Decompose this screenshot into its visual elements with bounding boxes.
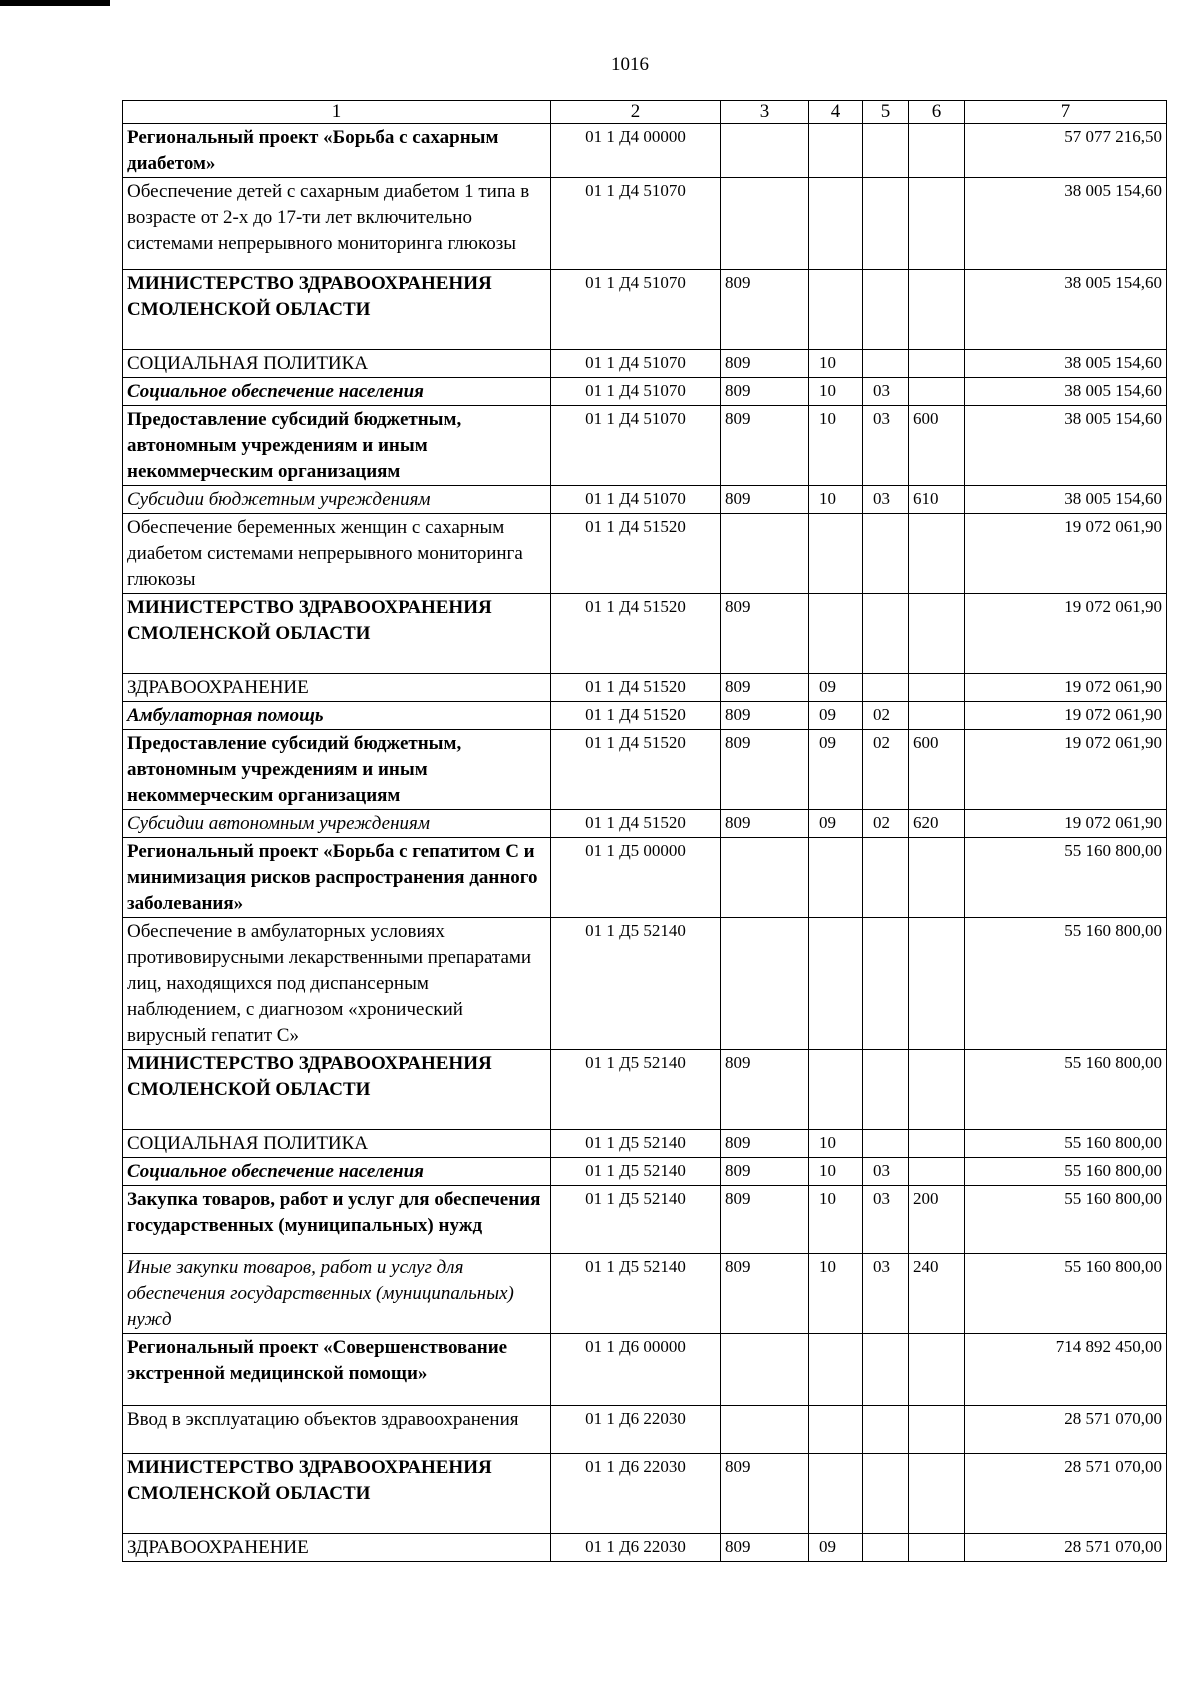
row-col-3: 809 bbox=[721, 406, 809, 486]
row-col-5 bbox=[863, 594, 909, 674]
row-col-3: 809 bbox=[721, 350, 809, 378]
row-amount: 19 072 061,90 bbox=[965, 674, 1167, 702]
row-col-6: 610 bbox=[909, 486, 965, 514]
row-name: Предоставление субсидий бюджетным, автономным учреждениям и иным некоммерческим организациям bbox=[123, 406, 551, 486]
row-code: 01 1 Д5 52140 bbox=[551, 918, 721, 1050]
row-amount: 55 160 800,00 bbox=[965, 1130, 1167, 1158]
row-col-3: 809 bbox=[721, 1454, 809, 1534]
row-col-5: 02 bbox=[863, 702, 909, 730]
table-row bbox=[123, 1334, 1167, 1406]
row-amount: 55 160 800,00 bbox=[965, 1158, 1167, 1186]
row-amount: 55 160 800,00 bbox=[965, 838, 1167, 918]
row-col-3 bbox=[721, 1334, 809, 1406]
row-col-5: 03 bbox=[863, 406, 909, 486]
row-amount: 38 005 154,60 bbox=[965, 406, 1167, 486]
row-code: 01 1 Д5 52140 bbox=[551, 1186, 721, 1254]
row-name: Предоставление субсидий бюджетным, автономным учреждениям и иным некоммерческим организациям bbox=[123, 730, 551, 810]
row-code: 01 1 Д5 52140 bbox=[551, 1158, 721, 1186]
table-row bbox=[123, 124, 1167, 178]
row-name: МИНИСТЕРСТВО ЗДРАВООХРАНЕНИЯ СМОЛЕНСКОЙ ОБЛАСТИ bbox=[123, 594, 551, 674]
row-amount: 38 005 154,60 bbox=[965, 270, 1167, 350]
row-code: 01 1 Д4 51520 bbox=[551, 514, 721, 594]
row-amount: 28 571 070,00 bbox=[965, 1406, 1167, 1454]
row-amount: 55 160 800,00 bbox=[965, 1254, 1167, 1334]
row-col-5 bbox=[863, 350, 909, 378]
column-header-5: 5 bbox=[863, 101, 909, 124]
row-name: Ввод в эксплуатацию объектов здравоохранения bbox=[123, 1406, 551, 1454]
row-code: 01 1 Д4 51520 bbox=[551, 702, 721, 730]
table-row bbox=[123, 1158, 1167, 1186]
row-code: 01 1 Д4 51520 bbox=[551, 674, 721, 702]
row-col-4 bbox=[809, 124, 863, 178]
scan-edge-mark bbox=[0, 0, 110, 6]
row-col-4: 10 bbox=[809, 378, 863, 406]
row-name: ЗДРАВООХРАНЕНИЕ bbox=[123, 674, 551, 702]
row-col-3: 809 bbox=[721, 1158, 809, 1186]
row-col-4: 09 bbox=[809, 810, 863, 838]
row-amount: 38 005 154,60 bbox=[965, 378, 1167, 406]
row-amount: 19 072 061,90 bbox=[965, 594, 1167, 674]
row-name: СОЦИАЛЬНАЯ ПОЛИТИКА bbox=[123, 350, 551, 378]
row-col-4: 10 bbox=[809, 1158, 863, 1186]
row-code: 01 1 Д6 22030 bbox=[551, 1534, 721, 1562]
row-name: Региональный проект «Совершенствование экстренной медицинской помощи» bbox=[123, 1334, 551, 1406]
row-col-4: 09 bbox=[809, 674, 863, 702]
row-col-5: 03 bbox=[863, 1186, 909, 1254]
row-col-5 bbox=[863, 270, 909, 350]
row-col-6 bbox=[909, 1050, 965, 1130]
row-name: Обеспечение беременных женщин с сахарным диабетом системами непрерывного мониторинга глюкозы bbox=[123, 514, 551, 594]
row-col-5: 03 bbox=[863, 486, 909, 514]
row-col-6 bbox=[909, 1454, 965, 1534]
row-col-5 bbox=[863, 918, 909, 1050]
row-col-5 bbox=[863, 1406, 909, 1454]
row-col-5 bbox=[863, 674, 909, 702]
row-col-6 bbox=[909, 350, 965, 378]
row-col-5 bbox=[863, 1050, 909, 1130]
row-col-5 bbox=[863, 124, 909, 178]
row-col-6 bbox=[909, 1334, 965, 1406]
row-col-3: 809 bbox=[721, 1186, 809, 1254]
row-name: Закупка товаров, работ и услуг для обеспечения государственных (муниципальных) нужд bbox=[123, 1186, 551, 1254]
row-code: 01 1 Д4 51070 bbox=[551, 378, 721, 406]
row-col-5: 03 bbox=[863, 1158, 909, 1186]
row-col-3 bbox=[721, 1406, 809, 1454]
row-col-6: 200 bbox=[909, 1186, 965, 1254]
row-col-3: 809 bbox=[721, 594, 809, 674]
row-col-4 bbox=[809, 1406, 863, 1454]
column-header-2: 2 bbox=[551, 101, 721, 124]
row-col-3 bbox=[721, 178, 809, 270]
row-col-5 bbox=[863, 838, 909, 918]
row-amount: 57 077 216,50 bbox=[965, 124, 1167, 178]
row-code: 01 1 Д4 51520 bbox=[551, 730, 721, 810]
row-col-5 bbox=[863, 514, 909, 594]
row-name: Субсидии бюджетным учреждениям bbox=[123, 486, 551, 514]
row-col-3: 809 bbox=[721, 1130, 809, 1158]
row-code: 01 1 Д4 51520 bbox=[551, 810, 721, 838]
table-row bbox=[123, 1254, 1167, 1334]
row-col-6: 620 bbox=[909, 810, 965, 838]
row-code: 01 1 Д4 00000 bbox=[551, 124, 721, 178]
table-row bbox=[123, 486, 1167, 514]
column-header-7: 7 bbox=[965, 101, 1167, 124]
row-amount: 714 892 450,00 bbox=[965, 1334, 1167, 1406]
row-col-3 bbox=[721, 838, 809, 918]
row-amount: 38 005 154,60 bbox=[965, 350, 1167, 378]
row-amount: 19 072 061,90 bbox=[965, 730, 1167, 810]
row-col-4: 10 bbox=[809, 486, 863, 514]
row-col-4: 09 bbox=[809, 1534, 863, 1562]
column-header-6: 6 bbox=[909, 101, 965, 124]
row-col-4 bbox=[809, 1454, 863, 1534]
row-amount: 28 571 070,00 bbox=[965, 1534, 1167, 1562]
row-amount: 55 160 800,00 bbox=[965, 1050, 1167, 1130]
row-amount: 19 072 061,90 bbox=[965, 514, 1167, 594]
row-col-5 bbox=[863, 1334, 909, 1406]
column-header-1: 1 bbox=[123, 101, 551, 124]
row-col-3: 809 bbox=[721, 730, 809, 810]
row-col-5 bbox=[863, 1534, 909, 1562]
table-row bbox=[123, 1186, 1167, 1254]
row-col-6 bbox=[909, 838, 965, 918]
row-code: 01 1 Д5 52140 bbox=[551, 1130, 721, 1158]
row-col-4 bbox=[809, 178, 863, 270]
table-row bbox=[123, 674, 1167, 702]
row-amount: 38 005 154,60 bbox=[965, 486, 1167, 514]
row-col-3: 809 bbox=[721, 674, 809, 702]
row-col-5 bbox=[863, 178, 909, 270]
row-name: МИНИСТЕРСТВО ЗДРАВООХРАНЕНИЯ СМОЛЕНСКОЙ ОБЛАСТИ bbox=[123, 1454, 551, 1534]
row-col-4: 09 bbox=[809, 702, 863, 730]
row-col-5: 03 bbox=[863, 378, 909, 406]
row-col-4 bbox=[809, 918, 863, 1050]
table-row bbox=[123, 702, 1167, 730]
row-col-4 bbox=[809, 594, 863, 674]
row-col-4 bbox=[809, 514, 863, 594]
row-name: Региональный проект «Борьба с сахарным диабетом» bbox=[123, 124, 551, 178]
row-code: 01 1 Д5 52140 bbox=[551, 1254, 721, 1334]
row-col-4: 10 bbox=[809, 406, 863, 486]
table-row bbox=[123, 1130, 1167, 1158]
budget-table bbox=[122, 100, 1167, 1562]
row-col-6: 600 bbox=[909, 406, 965, 486]
row-col-4 bbox=[809, 270, 863, 350]
row-col-3: 809 bbox=[721, 702, 809, 730]
row-code: 01 1 Д4 51070 bbox=[551, 486, 721, 514]
row-name: Иные закупки товаров, работ и услуг для обеспечения государственных (муниципальных) нужд bbox=[123, 1254, 551, 1334]
row-col-4: 09 bbox=[809, 730, 863, 810]
row-col-4: 10 bbox=[809, 350, 863, 378]
page-number: 1016 bbox=[611, 54, 649, 75]
row-code: 01 1 Д5 52140 bbox=[551, 1050, 721, 1130]
row-col-4: 10 bbox=[809, 1130, 863, 1158]
row-code: 01 1 Д4 51070 bbox=[551, 406, 721, 486]
row-col-3: 809 bbox=[721, 270, 809, 350]
table-row bbox=[123, 918, 1167, 1050]
row-col-4: 10 bbox=[809, 1186, 863, 1254]
row-amount: 38 005 154,60 bbox=[965, 178, 1167, 270]
table-row bbox=[123, 178, 1167, 270]
table-row bbox=[123, 810, 1167, 838]
row-col-6 bbox=[909, 1534, 965, 1562]
row-col-6 bbox=[909, 270, 965, 350]
table-row bbox=[123, 378, 1167, 406]
row-col-6 bbox=[909, 918, 965, 1050]
row-col-3 bbox=[721, 124, 809, 178]
table-row bbox=[123, 350, 1167, 378]
row-code: 01 1 Д6 22030 bbox=[551, 1406, 721, 1454]
row-col-5 bbox=[863, 1454, 909, 1534]
row-name: МИНИСТЕРСТВО ЗДРАВООХРАНЕНИЯ СМОЛЕНСКОЙ ОБЛАСТИ bbox=[123, 1050, 551, 1130]
row-name: СОЦИАЛЬНАЯ ПОЛИТИКА bbox=[123, 1130, 551, 1158]
row-code: 01 1 Д5 00000 bbox=[551, 838, 721, 918]
row-col-3: 809 bbox=[721, 378, 809, 406]
row-amount: 55 160 800,00 bbox=[965, 1186, 1167, 1254]
row-code: 01 1 Д4 51070 bbox=[551, 178, 721, 270]
row-name: Социальное обеспечение населения bbox=[123, 378, 551, 406]
row-col-6 bbox=[909, 594, 965, 674]
row-name: Региональный проект «Борьба с гепатитом С и минимизация рисков распространения данного заболевания» bbox=[123, 838, 551, 918]
row-amount: 19 072 061,90 bbox=[965, 810, 1167, 838]
row-name: Социальное обеспечение населения bbox=[123, 1158, 551, 1186]
row-col-5: 02 bbox=[863, 810, 909, 838]
row-code: 01 1 Д6 00000 bbox=[551, 1334, 721, 1406]
table-row bbox=[123, 838, 1167, 918]
row-col-6 bbox=[909, 1406, 965, 1454]
table-row bbox=[123, 594, 1167, 674]
row-col-4: 10 bbox=[809, 1254, 863, 1334]
row-col-3: 809 bbox=[721, 486, 809, 514]
row-col-6 bbox=[909, 1130, 965, 1158]
table-row bbox=[123, 1534, 1167, 1562]
row-col-6 bbox=[909, 1158, 965, 1186]
column-header-3: 3 bbox=[721, 101, 809, 124]
row-col-5: 02 bbox=[863, 730, 909, 810]
row-col-6 bbox=[909, 674, 965, 702]
row-col-3: 809 bbox=[721, 810, 809, 838]
table-row bbox=[123, 406, 1167, 486]
column-header-4: 4 bbox=[809, 101, 863, 124]
row-code: 01 1 Д4 51070 bbox=[551, 350, 721, 378]
row-amount: 28 571 070,00 bbox=[965, 1454, 1167, 1534]
row-col-5 bbox=[863, 1130, 909, 1158]
row-col-6 bbox=[909, 378, 965, 406]
row-col-3 bbox=[721, 514, 809, 594]
row-code: 01 1 Д4 51520 bbox=[551, 594, 721, 674]
row-name: Субсидии автономным учреждениям bbox=[123, 810, 551, 838]
table-row bbox=[123, 1406, 1167, 1454]
row-amount: 55 160 800,00 bbox=[965, 918, 1167, 1050]
row-col-6 bbox=[909, 124, 965, 178]
row-name: МИНИСТЕРСТВО ЗДРАВООХРАНЕНИЯ СМОЛЕНСКОЙ ОБЛАСТИ bbox=[123, 270, 551, 350]
table-body bbox=[123, 124, 1167, 1562]
row-col-3: 809 bbox=[721, 1534, 809, 1562]
row-code: 01 1 Д4 51070 bbox=[551, 270, 721, 350]
row-name: ЗДРАВООХРАНЕНИЕ bbox=[123, 1534, 551, 1562]
table-row bbox=[123, 1454, 1167, 1534]
row-col-4 bbox=[809, 1334, 863, 1406]
row-col-6: 600 bbox=[909, 730, 965, 810]
table-row bbox=[123, 514, 1167, 594]
row-amount: 19 072 061,90 bbox=[965, 702, 1167, 730]
row-col-6 bbox=[909, 514, 965, 594]
row-code: 01 1 Д6 22030 bbox=[551, 1454, 721, 1534]
row-col-6 bbox=[909, 702, 965, 730]
row-name: Амбулаторная помощь bbox=[123, 702, 551, 730]
row-col-6 bbox=[909, 178, 965, 270]
row-col-3: 809 bbox=[721, 1254, 809, 1334]
row-col-6: 240 bbox=[909, 1254, 965, 1334]
row-col-4 bbox=[809, 838, 863, 918]
table-row bbox=[123, 730, 1167, 810]
row-col-5: 03 bbox=[863, 1254, 909, 1334]
row-name: Обеспечение детей с сахарным диабетом 1 типа в возрасте от 2-х до 17-ти лет включительно системами непрерывного мониторинга глюкозы bbox=[123, 178, 551, 270]
row-col-4 bbox=[809, 1050, 863, 1130]
row-col-3 bbox=[721, 918, 809, 1050]
row-name: Обеспечение в амбулаторных условиях противовирусными лекарственными препаратами лиц, находящихся под диспансерным наблюдением, с диагнозом «хронический вирусный гепатит С» bbox=[123, 918, 551, 1050]
table-row bbox=[123, 1050, 1167, 1130]
column-number-row bbox=[123, 101, 1167, 124]
row-col-3: 809 bbox=[721, 1050, 809, 1130]
table-row bbox=[123, 270, 1167, 350]
